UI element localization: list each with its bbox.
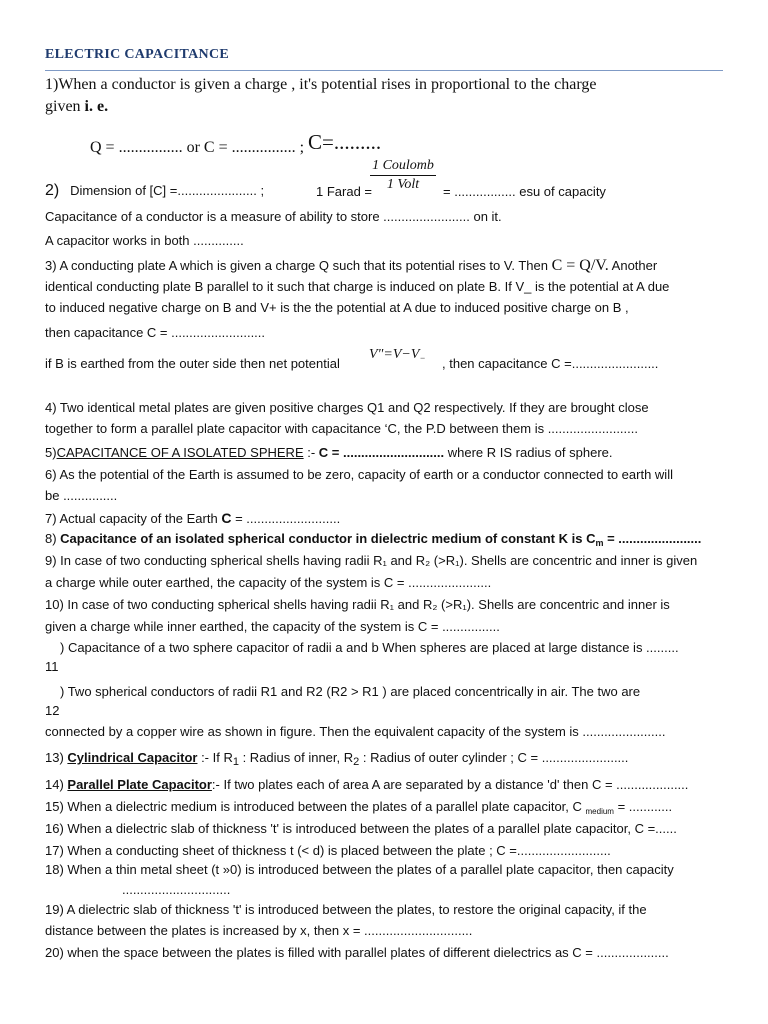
item-19-line-2: distance between the plates is increased by x, then x = ..............................: [45, 923, 473, 938]
item-17-line: 17) When a conducting sheet of thickness t (< d) is placed between the plate ; C =..........................: [45, 843, 611, 858]
farad-fraction: [368, 157, 438, 194]
item-8-blank: = .......................: [603, 531, 702, 546]
item-3-line-1: [45, 258, 657, 274]
item-19-line-1: 19) A dielectric slab of thickness 't' is introduced between the plates, to restore the original capacity, if the: [45, 902, 647, 917]
r1-subscript: 1: [232, 756, 239, 768]
item-8-text: Capacitance of an isolated spherical conductor in dielectric medium of constant K is C: [60, 531, 596, 546]
item-13-a: :- If R: [197, 750, 233, 765]
fraction-numerator: 1 Coulomb: [372, 158, 434, 173]
c-equals-q-over-v: C = Q/V.: [551, 257, 609, 274]
cylindrical-capacitor-heading: Cylindrical Capacitor: [67, 750, 198, 765]
q-c-blanks: Q = ................ or C = ................ ;: [90, 139, 305, 156]
earthed-capacitance: , then capacitance C =........................: [442, 356, 659, 371]
item-9-line-1: 9) In case of two conducting spherical shells having radii R₁ and R₂ (>R₁). Shells are concentric and inner is given: [45, 553, 698, 568]
item-13-line: [45, 750, 628, 767]
item-1-ie: i. e.: [84, 98, 109, 115]
item-15-blank: = ............: [613, 799, 673, 814]
item-20-line: 20) when the space between the plates is filled with parallel plates of different dielectrics as C = ....................: [45, 945, 669, 960]
item-4-line-2: together to form a parallel plate capacitor with capacitance ‘C, the P.D between them is .........................: [45, 421, 638, 436]
item-1-line-2: [45, 97, 108, 117]
item-1-line-1: 1)When a conductor is given a charge , it's potential rises in proportional to the charge: [45, 76, 597, 93]
q-c-formula: [90, 130, 382, 158]
item-5-number: 5): [45, 445, 57, 460]
item-11-line: ) Capacitance of a two sphere capacitor of radii a and b When spheres are placed at large distance is .........: [60, 640, 679, 655]
item-13-c: : Radius of outer cylinder ; C = ........................: [359, 750, 629, 765]
net-potential-subscript: −: [419, 353, 426, 363]
farad-label: 1 Farad =: [316, 184, 373, 199]
item-7-text: 7) Actual capacity of the Earth: [45, 511, 222, 526]
dimension-text: Dimension of [C] =...................... ;: [70, 183, 265, 198]
item-6-line-1: 6) As the potential of the Earth is assumed to be zero, capacity of earth or a conductor connected to earth will: [45, 467, 673, 482]
item-8-subscript: m: [595, 538, 604, 548]
earthed-line: if B is earthed from the outer side then net potential: [45, 356, 340, 371]
fraction-denominator: 1 Volt: [386, 177, 420, 192]
item-13-number: 13): [45, 750, 68, 765]
item-4-line-1: 4) Two identical metal plates are given positive charges Q1 and Q2 respectively. If they are brought close: [45, 400, 649, 415]
item-12-line-2: connected by a copper wire as shown in figure. Then the equivalent capacity of the system is .......................: [45, 724, 666, 739]
r2-subscript: 2: [353, 756, 360, 768]
item-15-line: [45, 799, 672, 817]
item-1-text: given: [45, 98, 85, 115]
item-14-text: :- If two plates each of area A are separated by a distance 'd' then C = ....................: [211, 777, 689, 792]
isolated-sphere-heading: CAPACITANCE OF A ISOLATED SPHERE: [56, 445, 304, 460]
item-6-line-2: be ...............: [45, 488, 118, 503]
item-3-line-3: to induced negative charge on B and V+ is the the potential at A due to induced positive charge on B ,: [45, 300, 629, 315]
item-15-subscript: medium: [585, 807, 614, 816]
capacitance-definition: Capacitance of a conductor is a measure of ability to store ........................ on it.: [45, 209, 502, 224]
item-7-line: [45, 510, 340, 527]
item-18-line-2: ..............................: [122, 882, 231, 897]
item-7-c: C: [221, 510, 232, 526]
item-16-line: 16) When a dielectric slab of thickness 't' is introduced between the plates of a parallel plate capacitor, C =......: [45, 821, 677, 836]
item-11-number: 11: [45, 659, 59, 674]
title-rule: [45, 70, 723, 71]
item-7-blank: = ..........................: [231, 511, 341, 526]
capacitor-works-line: A capacitor works in both ..............: [45, 233, 244, 248]
item-14-line: [45, 777, 688, 793]
item-12-number: 12: [45, 703, 60, 718]
item-2-number: 2): [45, 182, 60, 199]
item-13-b: : Radius of inner, R: [238, 750, 354, 765]
item-5-radius: where R IS radius of sphere.: [444, 445, 613, 460]
item-5-sep: :-: [303, 445, 319, 460]
item-9-line-2: a charge while outer earthed, the capacity of the system is C = .......................: [45, 575, 492, 590]
item-3-line-2: identical conducting plate B parallel to it such that charge is induced on plate B. If V_ is the potential at A due: [45, 279, 670, 294]
item-5-line: [45, 445, 613, 461]
item-12-line-1: ) Two spherical conductors of radii R1 and R2 (R2 > R1 ) are placed concentrically in air. The two are: [60, 684, 641, 699]
isolated-sphere-formula: C = ............................: [318, 445, 445, 460]
item-8-number: 8): [45, 531, 61, 546]
item-3-another: Another: [608, 258, 658, 273]
net-potential-formula: [369, 347, 426, 363]
item-8-line: [45, 531, 701, 548]
item-10-line-1: 10) In case of two conducting spherical shells having radii R₁ and R₂ (>R₁). Shells are concentric and inner is: [45, 597, 670, 612]
parallel-plate-heading: Parallel Plate Capacitor: [67, 777, 212, 792]
item-3-text: 3) A conducting plate A which is given a charge Q such that its potential rises to V. Then: [45, 258, 552, 273]
c-formula: C=.........: [308, 130, 382, 154]
item-2-line: [45, 183, 264, 199]
item-18-line-1: 18) When a thin metal sheet (t »0) is introduced between the plates of a parallel plate capacitor, then capacity: [45, 862, 674, 877]
item-10-line-2: given a charge while inner earthed, the capacity of the system is C = ................: [45, 619, 500, 634]
item-15-text: 15) When a dielectric medium is introduced between the plates of a parallel plate capacitor, C: [45, 799, 586, 814]
esu-text: = ................. esu of capacity: [443, 184, 606, 199]
page-title: ELECTRIC CAPACITANCE: [45, 47, 230, 62]
item-14-number: 14): [45, 777, 68, 792]
item-3-line-4: then capacitance C = ..........................: [45, 325, 266, 340]
net-potential-expression: V"=V−V: [369, 347, 420, 362]
